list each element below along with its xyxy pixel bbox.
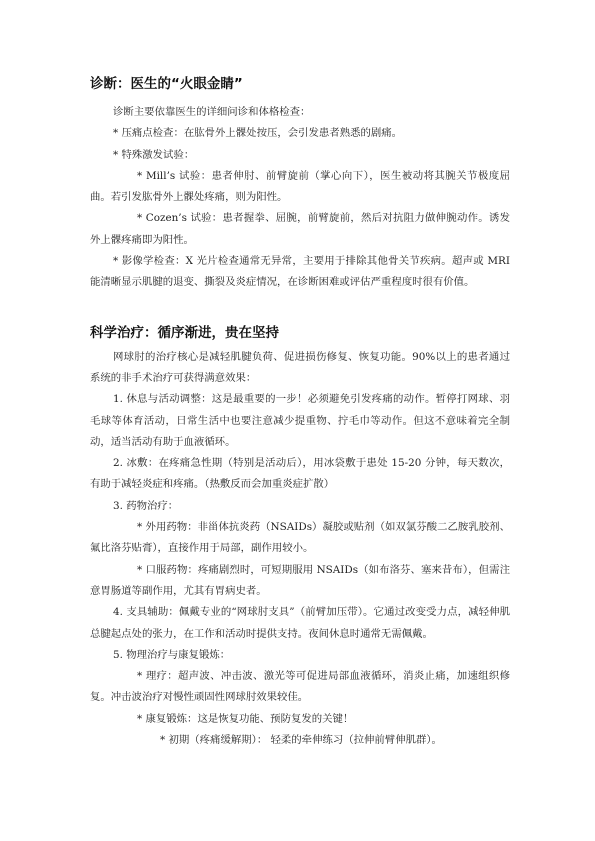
section-heading-treatment: 科学治疗：循序渐进，贵在坚持 [90,324,279,341]
provocation-test-title: * 特殊激发试验： [113,148,195,161]
treatment-item-rest: 1. 休息与活动调整：这是最重要的一步！必须避免引发疼痛的动作。暂停打网球、羽毛球等体育活动，日常生活中也要注意减少提重物、拧毛巾等动作。但这不意味着完全制动，适当活动有助于血液循环。 [90,393,510,448]
treatment-item-physio: 5. 物理治疗与康复锻炼： [113,648,231,661]
rehab-initial-phase: * 初期（疼痛缓解期）： 轻柔的牵伸练习（拉伸前臂伸肌群）。 [160,734,442,747]
physiotherapy: * 理疗：超声波、冲击波、激光等可促进局部血液循环，消炎止痛，加速组织修复。冲击波治疗对慢性顽固性网球肘效果较佳。 [90,670,510,704]
diagnosis-intro: 诊断主要依靠医生的详细问诊和体格检查： [113,106,311,118]
mills-test: * Mill’s 试验：患者伸肘、前臂旋前（掌心向下），医生被动将其腕关节极度屈曲。若引发肱骨外上髁处疼痛，则为阳性。 [90,169,510,204]
treatment-item-brace: 4. 支具辅助：佩戴专业的“网球肘支具”（前臂加压带）。它通过改变受力点，减轻伸肌总腱起点处的张力，在工作和活动时提供支持。夜间休息时通常无需佩戴。 [90,606,510,640]
topical-medication: * 外用药物：非甾体抗炎药（NSAIDs）凝胶或贴剂（如双氯芬酸二乙胺乳胶剂、氟比洛芬贴膏），直接作用于局部，副作用较小。 [90,521,510,555]
section-heading-diagnosis: 诊断：医生的“火眼金睛” [90,76,243,92]
treatment-item-medication: 3. 药物治疗： [113,499,179,512]
document-body [90,74,510,751]
tenderness-exam: * 压痛点检查：在肱骨外上髁处按压，会引发患者熟悉的剧痛。 [113,127,403,140]
oral-medication: * 口服药物：疼痛剧烈时，可短期服用 NSAIDs（如布洛芬、塞来昔布），但需注意胃肠道等副作用，尤其有胃病史者。 [90,563,510,597]
cozens-test: * Cozen’s 试验：患者握拳、屈腕，前臂旋前，然后对抗阻力做伸腕动作。诱发外上髁疼痛即为阳性。 [90,212,510,246]
treatment-intro: 网球肘的治疗核心是减轻肌腱负荷、促进损伤修复、恢复功能。90%以上的患者通过系统的非手术治疗可获得满意效果： [90,350,510,384]
treatment-item-ice: 2. 冰敷：在疼痛急性期（特别是活动后），用冰袋敷于患处 15-20 分钟，每天数次，有助于减轻炎症和疼痛。（热敷反而会加重炎症扩散） [90,457,510,491]
imaging-exam: * 影像学检查：X 光片检查通常无异常，主要用于排除其他骨关节疾病。超声或 MRI 能清晰显示肌腱的退变、撕裂及炎症情况，在诊断困难或评估严重程度时很有价值。 [90,255,510,289]
rehab-exercise-title: * 康复锻炼：这是恢复功能、预防复发的关键！ [137,712,354,725]
